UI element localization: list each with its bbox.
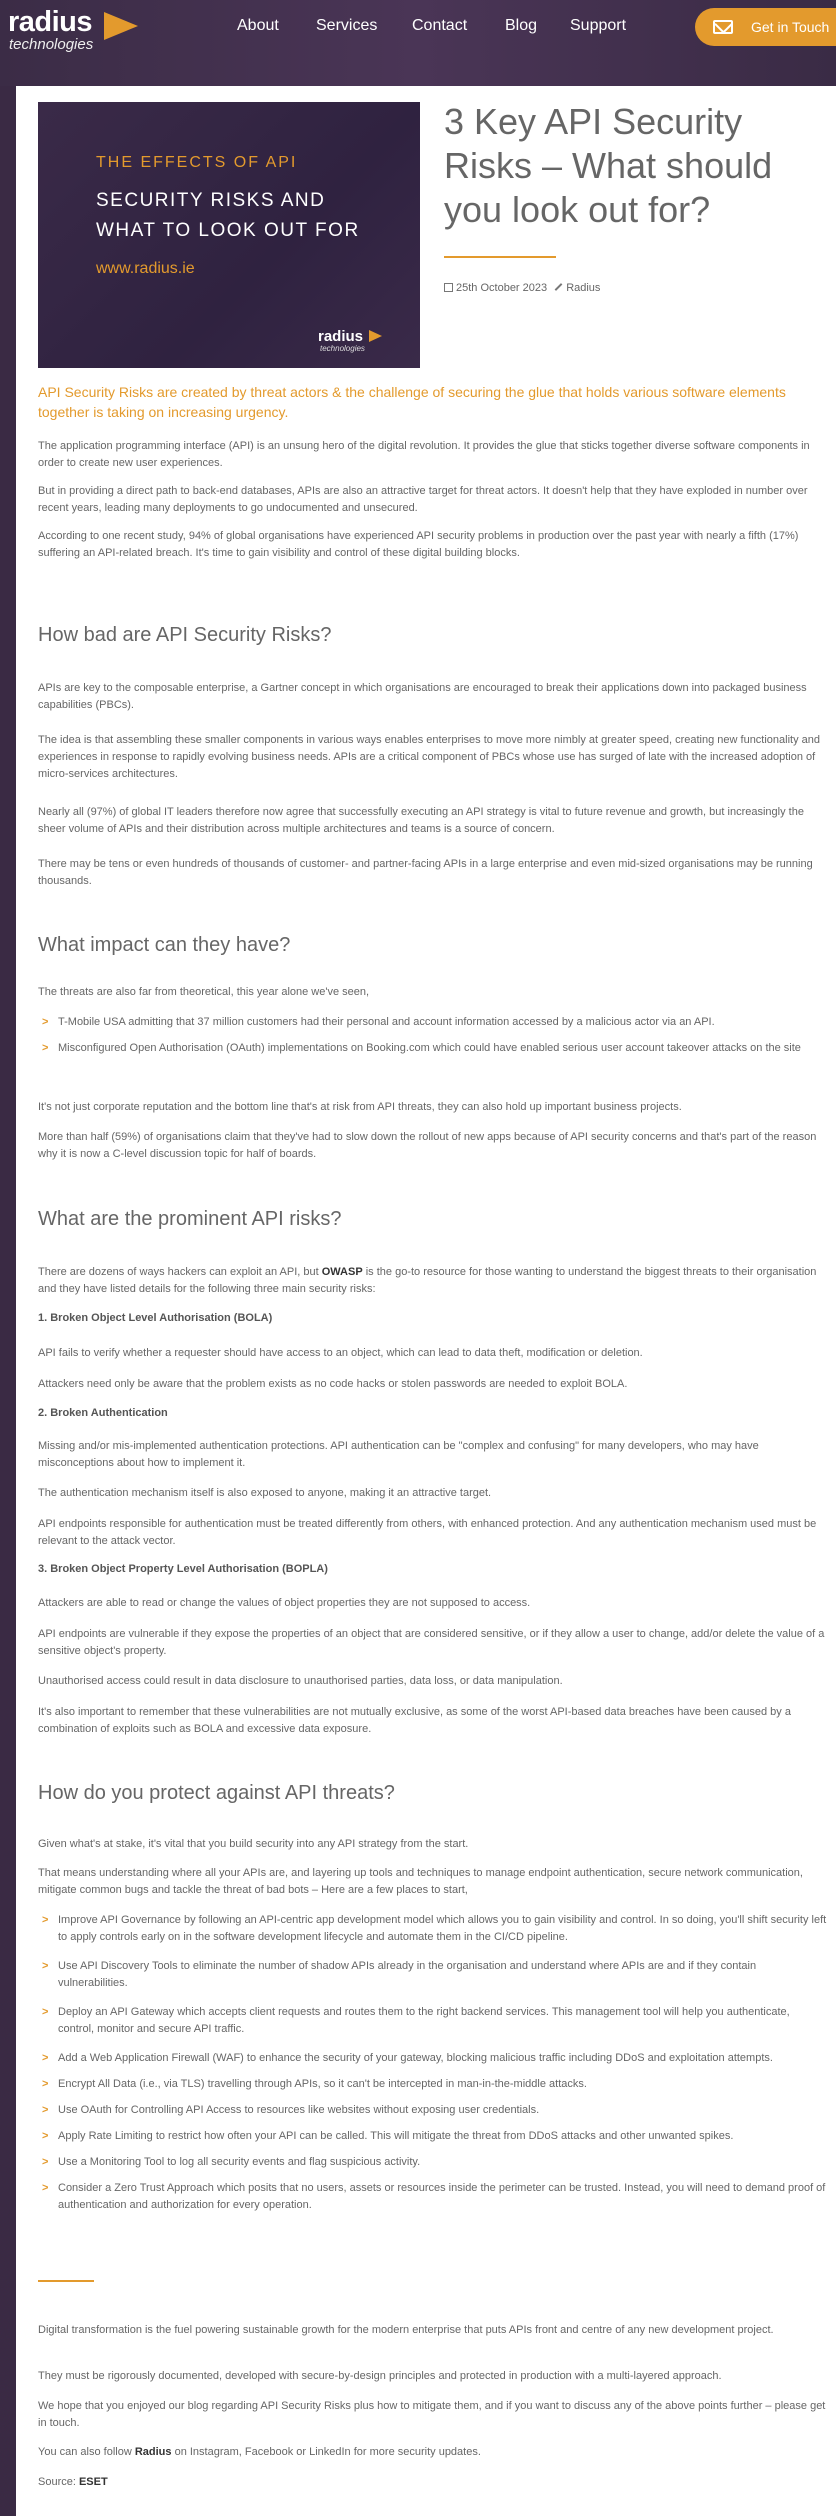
chevron-right-icon: >: [42, 2130, 49, 2142]
list-item: [38, 1040, 828, 1057]
list-item: [38, 1912, 828, 1946]
section-heading-prominent-risks: What are the prominent API risks?: [38, 1208, 342, 1230]
list-item-text: Encrypt All Data (i.e., via TLS) travelling through APIs, so it can't be intercepted in man-in-the-middle attacks.: [58, 2078, 587, 2090]
list-item-text: Misconfigured Open Authorisation (OAuth) implementations on Booking.com which could have enabled serious user account takeover attacks on the site: [58, 1042, 801, 1054]
top-navigation-bar: [0, 0, 836, 86]
outro-paragraph-3: We hope that you enjoyed our blog regarding API Security Risks plus how to mitigate them, and if you want to discuss any of the above points further – please get in touch.: [38, 2400, 826, 2429]
nav-support[interactable]: Support: [570, 17, 627, 34]
section-divider: [38, 2280, 94, 2282]
hero-image: [38, 102, 420, 368]
chevron-right-icon: >: [42, 1042, 49, 1054]
subheading-bopla: 3. Broken Object Property Level Authorisation (BOPLA): [38, 1563, 328, 1575]
ba-paragraph-1: Missing and/or mis-implemented authentication protections. API authentication can be "complex and confusing" for many developers, who may have misconceptions about how to implement it.: [38, 1440, 759, 1469]
intro-paragraph-1: The application programming interface (API) is an unsung hero of the digital revolution. It provides the glue that sticks together diverse software components in order to create new user experiences.: [38, 440, 810, 469]
list-item: [38, 2102, 828, 2119]
chevron-right-icon: >: [42, 2006, 49, 2018]
s3-intro: [38, 1264, 828, 1298]
chevron-right-icon: >: [42, 2104, 49, 2116]
s2-paragraph-2: More than half (59%) of organisations claim that they've had to slow down the rollout of new apps because of API security concerns and that's part of the reason why it is now a C-level discussion topic for half of boards.: [38, 1131, 817, 1160]
hero-url: www.radius.ie: [96, 260, 195, 277]
chevron-right-icon: >: [42, 1960, 49, 1972]
intro-paragraph-3: According to one recent study, 94% of global organisations have experienced API security problems in production over the past year with nearly a fifth (17%) suffering an API-related breach. It's time to gain visibility and control of these digital building blocks.: [38, 530, 799, 559]
hero-logo-word: radius: [318, 328, 364, 345]
hero-kicker: THE EFFECTS OF API: [96, 154, 298, 171]
source-line: [38, 2474, 828, 2491]
list-item: [38, 2050, 828, 2067]
s1-paragraph-1: APIs are key to the composable enterprise, a Gartner concept in which organisations are encouraged to break their applications down into packaged business capabilities (PBCs).: [38, 682, 807, 711]
follow-c: on Instagram, Facebook or LinkedIn for more security updates.: [171, 2446, 481, 2458]
bopla-paragraph-1: Attackers are able to read or change the values of object properties they are not supposed to access.: [38, 1597, 531, 1609]
bola-paragraph-1: API fails to verify whether a requester should have access to an object, which can lead to data theft, modification or deletion.: [38, 1347, 643, 1359]
source-link[interactable]: ESET: [78, 2476, 108, 2488]
bopla-paragraph-2: API endpoints are vulnerable if they expose the properties of an object that are considered sensitive, or if they allow a user to change, add/or delete the value of a sensitive object's property.: [38, 1628, 825, 1657]
ba-paragraph-2: The authentication mechanism itself is also exposed to anyone, making it an attractive target.: [38, 1487, 492, 1499]
list-item-text: Use OAuth for Controlling API Access to resources like websites without exposing user credentials.: [58, 2104, 540, 2116]
lead-paragraph: API Security Risks are created by threat actors & the challenge of securing the glue that holds various software elements together is taking on increasing urgency.: [38, 384, 786, 420]
bopla-paragraph-3: Unauthorised access could result in data disclosure to unauthorised parties, data loss, or data manipulation.: [38, 1675, 563, 1687]
list-item: [38, 2128, 828, 2145]
list-item-text: Consider a Zero Trust Approach which posits that no users, assets or resources inside the perimeter can be trusted. Instead, you will need to demand proof of authentication and authorization for every operation.: [58, 2182, 826, 2211]
radius-link[interactable]: Radius: [134, 2446, 172, 2458]
list-item: [38, 1014, 828, 1031]
list-item-text: Apply Rate Limiting to restrict how often your API can be called. This will mitigate the threat from DDoS attacks and other unwanted spikes.: [58, 2130, 734, 2142]
source-label: Source:: [38, 2476, 79, 2488]
bopla-paragraph-4: It's also important to remember that these vulnerabilities are not mutually exclusive, as some of the worst API-based data breaches have been caused by a combination of exploits such as BOLA and excessive data exposure.: [38, 1706, 791, 1735]
list-item: [38, 2076, 828, 2093]
radius-logo[interactable]: [8, 6, 148, 56]
hero-logo-arrow-icon: [369, 330, 382, 342]
pencil-icon: [555, 283, 563, 291]
list-item-text: Use a Monitoring Tool to log all security events and flag suspicious activity.: [58, 2156, 421, 2168]
outro-paragraph-2: They must be rigorously documented, developed with secure-by-design principles and protected in production with a multi-layered approach.: [38, 2370, 722, 2382]
follow-a: You can also follow: [38, 2446, 135, 2458]
hero-logo-subword: technologies: [320, 344, 365, 353]
subheading-bola: 1. Broken Object Level Authorisation (BOLA): [38, 1312, 273, 1324]
subheading-broken-auth: 2. Broken Authentication: [38, 1407, 168, 1419]
list-item-text: Use API Discovery Tools to eliminate the number of shadow APIs already in the organisation and understand where APIs are and if they contain vulnerabilities.: [58, 1960, 757, 1989]
logo-word: radius: [8, 6, 93, 38]
chevron-right-icon: >: [42, 1914, 49, 1926]
s3-intro-c: is the go-to resource for those wanting to understand the biggest threats to their organisation and they have listed details for the following three main security risks:: [38, 1266, 817, 1295]
list-item: [38, 1958, 828, 1992]
page-title: 3 Key API Security Risks – What should you look out for?: [444, 101, 773, 230]
post-meta: [444, 282, 600, 294]
list-item: [38, 2154, 828, 2171]
s3-intro-a: There are dozens of ways hackers can exploit an API, but: [38, 1266, 322, 1278]
s1-paragraph-2: The idea is that assembling these smaller components in various ways enables enterprises to move more nimbly at greater speed, creating new functionality and experiences in response to rapidly evolving business needs. APIs are a critical component of PBCs whose use has surged of late with the increased adoption of micro-services architectures.: [38, 734, 821, 780]
bola-paragraph-2: Attackers need only be aware that the problem exists as no code hacks or stolen passwords are needed to exploit BOLA.: [38, 1378, 628, 1390]
post-author[interactable]: Radius: [566, 282, 601, 294]
post-date: 25th October 2023: [456, 282, 548, 294]
chevron-right-icon: >: [42, 2078, 49, 2090]
list-item-text: Add a Web Application Firewall (WAF) to enhance the security of your gateway, blocking malicious traffic including DDoS and exploitation attempts.: [58, 2052, 773, 2064]
s1-paragraph-4: There may be tens or even hundreds of thousands of customer- and partner-facing APIs in a large enterprise and even mid-sized organisations may be running thousands.: [38, 858, 813, 887]
nav-about[interactable]: About: [237, 17, 279, 34]
owasp-link[interactable]: OWASP: [321, 1266, 363, 1278]
nav-services[interactable]: Services: [316, 17, 378, 34]
ba-paragraph-3: API endpoints responsible for authentication must be treated differently from others, with enhanced protection. And any authentication mechanism used must be relevant to the attack vector.: [38, 1518, 817, 1547]
hero-line-1: SECURITY RISKS AND: [96, 190, 326, 211]
list-item: [38, 2004, 828, 2038]
chevron-right-icon: >: [42, 2182, 49, 2194]
s1-paragraph-3: Nearly all (97%) of global IT leaders therefore now agree that successfully executing an API strategy is vital to future revenue and growth, but increasingly the sheer volume of APIs and their distribution across multiple architectures and teams is a source of concern.: [38, 806, 804, 835]
nav-blog[interactable]: Blog: [505, 17, 538, 34]
list-item-text: Improve API Governance by following an API-centric app development model which allows you to gain visibility and control. In so doing, you'll shift security left to apply controls early on in the software development lifecycle and automate them in the CI/CD pipeline.: [58, 1914, 827, 1943]
cta-label: Get in Touch: [751, 19, 830, 35]
article-card: [16, 86, 836, 2516]
s4-intro-2: That means understanding where all your APIs are, and layering up tools and techniques to manage endpoint authentication, secure network communication, mitigate common bugs and tackle the threat of bad bots – Here are a few places to start,: [38, 1867, 803, 1896]
envelope-icon: [713, 20, 733, 34]
intro-paragraph-2: But in providing a direct path to back-end databases, APIs are also an attractive target for threat actors. It doesn't help that they have exploded in number over recent years, leading many deployments to go undocumented and unsecured.: [38, 485, 808, 514]
hero-line-2: WHAT TO LOOK OUT FOR: [96, 220, 360, 241]
section-heading-how-bad: How bad are API Security Risks?: [38, 624, 332, 646]
title-divider: [444, 256, 556, 258]
list-item-text: T-Mobile USA admitting that 37 million customers had their personal and account information accessed by a malicious actor via an API.: [58, 1016, 715, 1028]
chevron-right-icon: >: [42, 2156, 49, 2168]
calendar-icon: [444, 283, 453, 292]
s2-paragraph-1: It's not just corporate reputation and the bottom line that's at risk from API threats, they can also hold up important business projects.: [38, 1101, 682, 1113]
list-item: [38, 2180, 828, 2214]
get-in-touch-button[interactable]: [695, 8, 836, 46]
section-heading-protect: How do you protect against API threats?: [38, 1782, 395, 1804]
section-heading-impact: What impact can they have?: [38, 934, 291, 956]
outro-paragraph-1: Digital transformation is the fuel powering sustainable growth for the modern enterprise that puts APIs front and centre of any new development project.: [38, 2324, 774, 2336]
follow-paragraph: [38, 2444, 828, 2461]
list-item-text: Deploy an API Gateway which accepts client requests and routes them to the right backend services. This management tool will help you authenticate, control, monitor and secure API traffic.: [58, 2006, 790, 2035]
chevron-right-icon: >: [42, 2052, 49, 2064]
s4-intro-1: Given what's at stake, it's vital that you build security into any API strategy from the start.: [38, 1838, 469, 1850]
nav-contact[interactable]: Contact: [412, 17, 468, 34]
logo-subword: technologies: [9, 36, 94, 53]
s2-intro: The threats are also far from theoretical, this year alone we've seen,: [38, 986, 370, 998]
logo-arrow-icon: [104, 12, 138, 40]
chevron-right-icon: >: [42, 1016, 49, 1028]
